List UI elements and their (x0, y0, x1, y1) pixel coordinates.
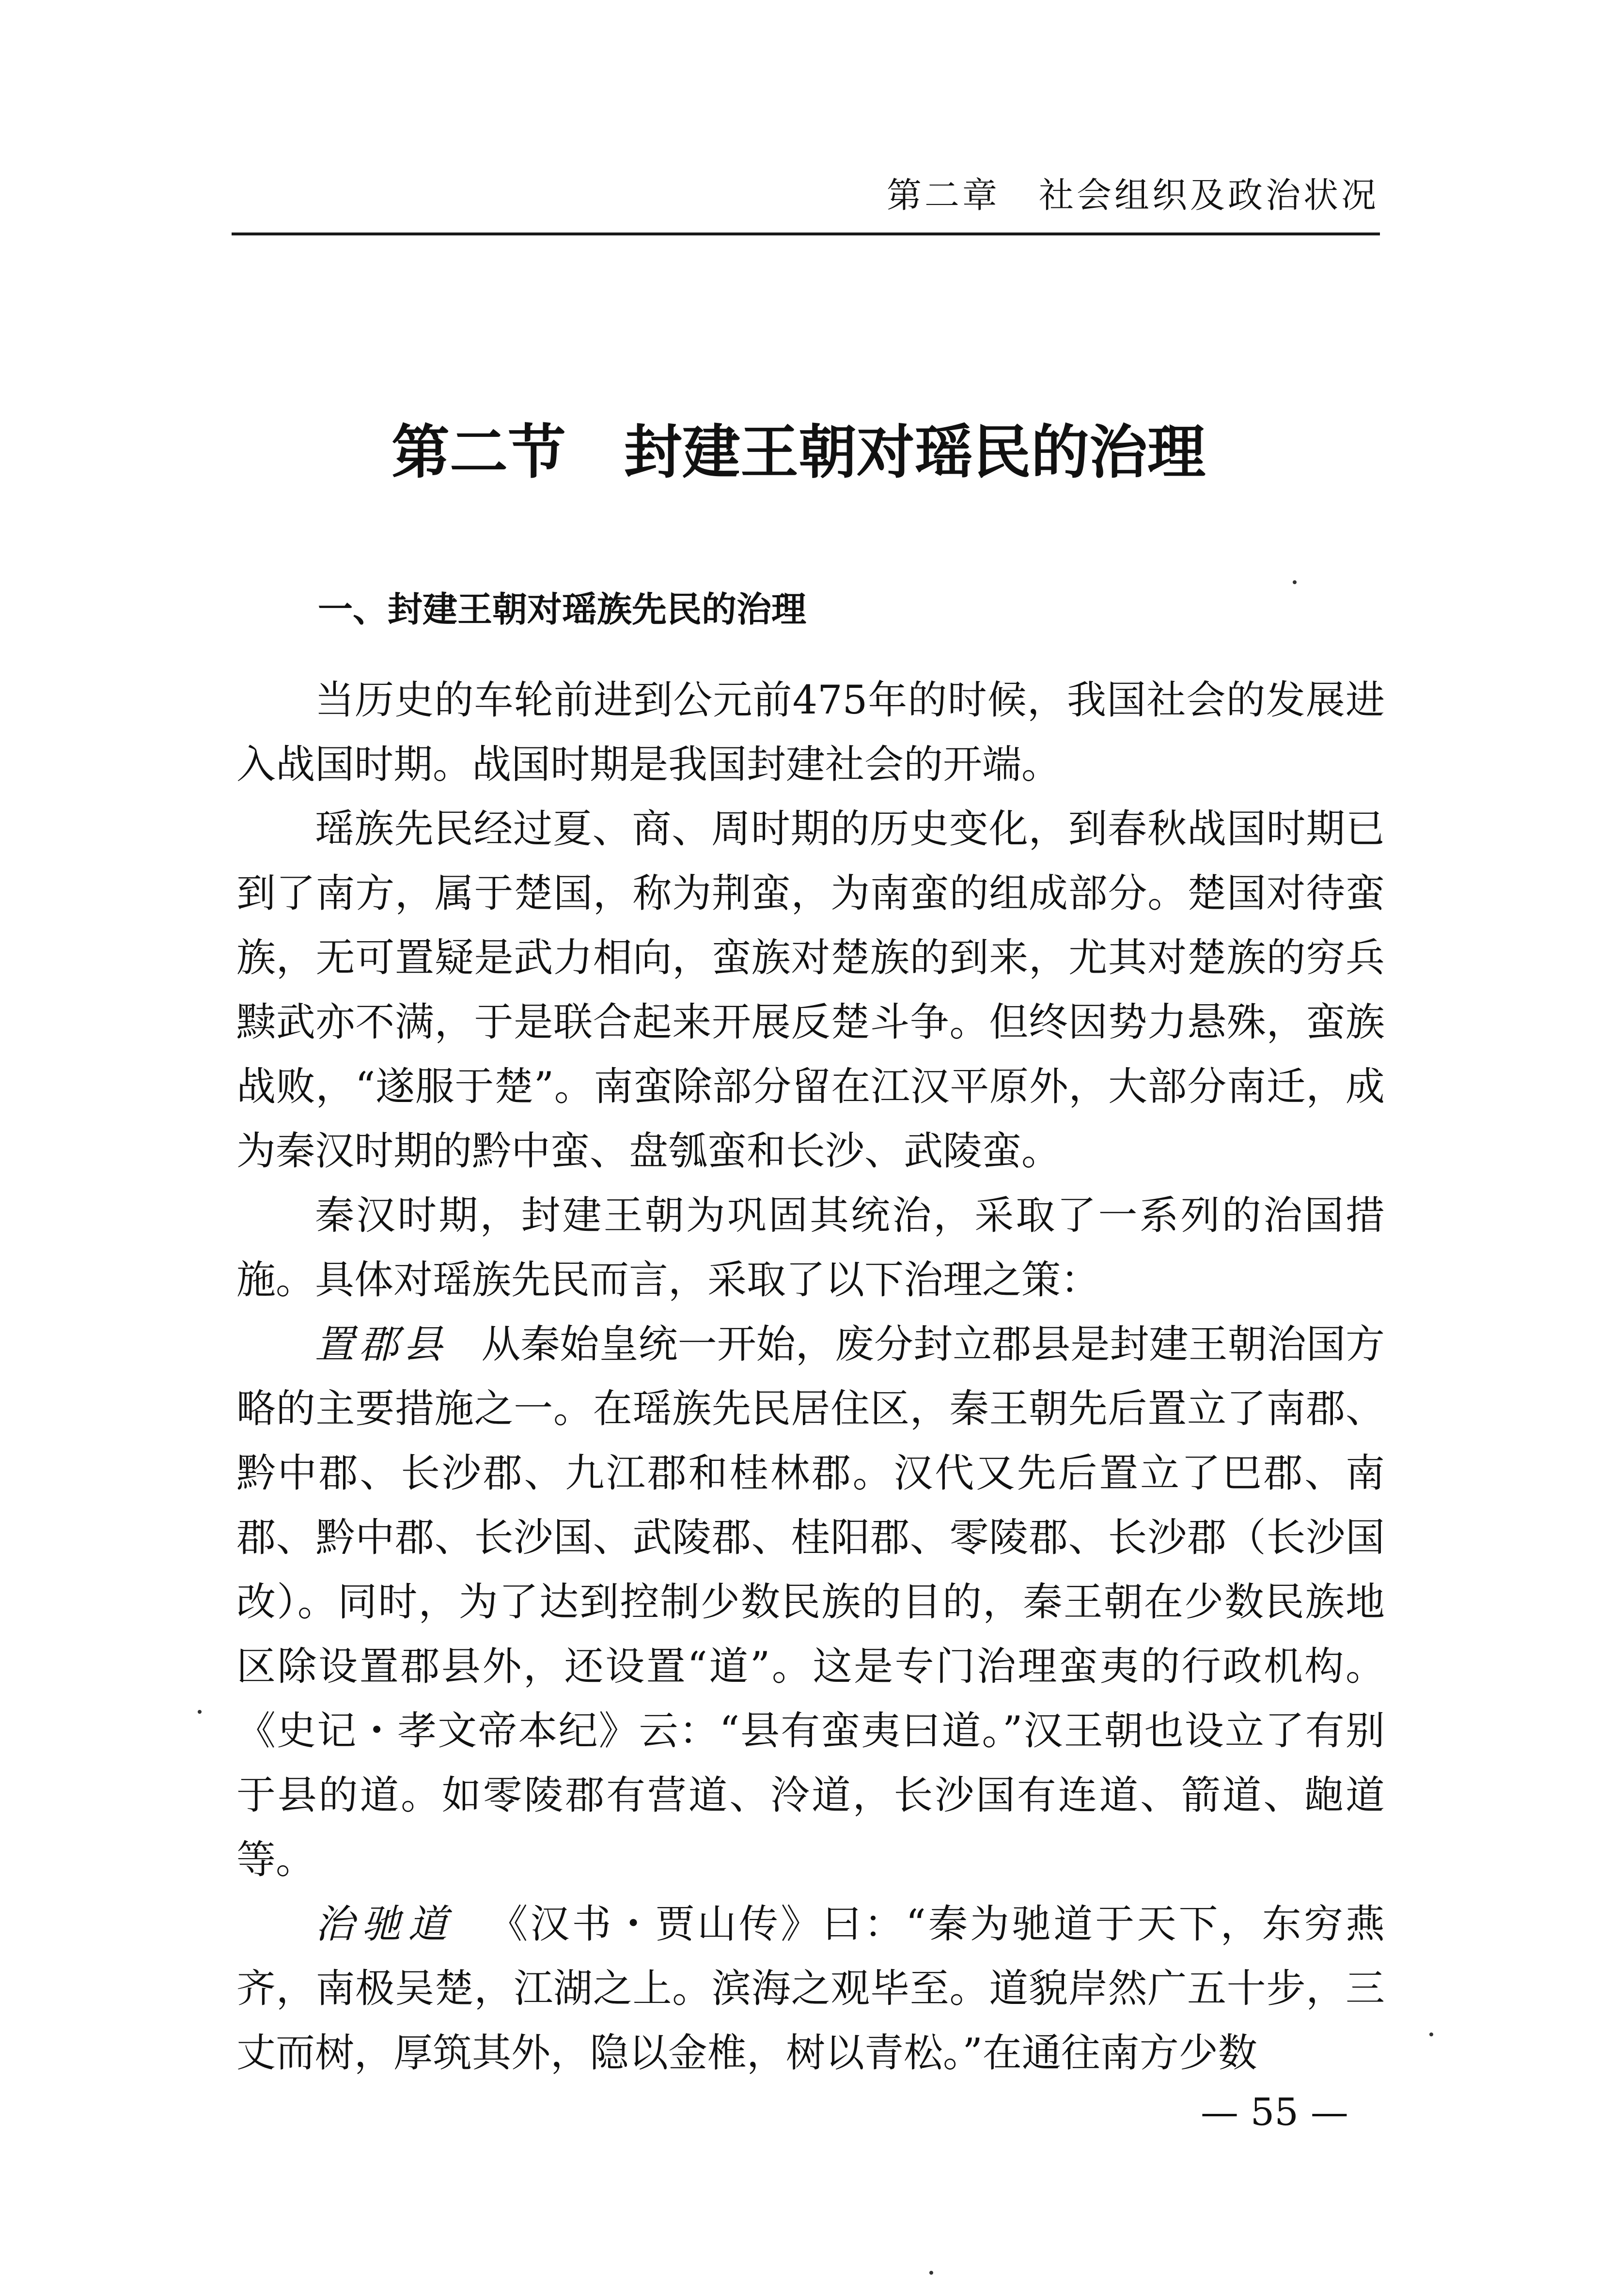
section-number: 第二节 (391, 419, 566, 486)
paragraph-text: 从秦始皇统一开始，废分封立郡县是封建王朝治国方略的主要措施之一。在瑶族先民居住区，秦王朝先后置立了南郡、黔中郡、长沙郡、九江郡和桂林郡。汉代又先后置立了巴郡、南郡、黔中郡、长沙国、武陵郡、桂阳郡、零陵郡、长沙郡（长沙国改）。同时，为了达到控制少数民族的目的，秦王朝在少数民族地区除设置郡县外，还设置“道”。这是专门治理蛮夷的行政机构。《史记・孝文帝本纪》云：“县有蛮夷曰道。”汉王朝也设立了有别于县的道。如零陵郡有营道、泠道，长沙国有连道、箭道、龅道等。 (236, 1322, 1385, 1883)
paragraph-5 (236, 1893, 1385, 2086)
paragraph-text: 秦汉时期，封建王朝为巩固其统治，采取了一系列的治国措施。具体对瑶族先民而言，采取了以下治理之策： (236, 1193, 1385, 1303)
scan-speck (1293, 580, 1297, 584)
running-head (887, 167, 1379, 217)
paragraph-4 (236, 1313, 1385, 1893)
running-head-chapter: 第二章 (886, 175, 1000, 216)
section-title (0, 406, 1597, 489)
header-rule (232, 233, 1380, 235)
running-head-title: 社会组织及政治状况 (1038, 175, 1379, 216)
paragraph-lead-term: 置郡县 (315, 1322, 448, 1367)
scan-speck (929, 2271, 933, 2275)
paragraph-3 (236, 1184, 1385, 1313)
scan-speck (1429, 2032, 1433, 2036)
paragraph-2 (236, 797, 1385, 1184)
paragraph-text: 《汉书・贾山传》曰：“秦为驰道于天下，东穷燕齐，南极吴楚，江湖之上。滨海之观毕至。道貌岸然广五十步，三丈而树，厚筑其外，隐以金椎，树以青松。”在通往南方少数 (236, 1902, 1385, 2076)
paragraph-text: 当历史的车轮前进到公元前475年的时候，我国社会的发展进入战国时期。战国时期是我国封建社会的开端。 (236, 678, 1385, 788)
page-number: — 55 — (1201, 2091, 1348, 2134)
subsection-heading: 一、封建王朝对瑶族先民的治理 (318, 589, 807, 630)
paragraph-text: 瑶族先民经过夏、商、周时期的历史变化，到春秋战国时期已到了南方，属于楚国，称为荆蛮，为南蛮的组成部分。楚国对待蛮族，无可置疑是武力相向，蛮族对楚族的到来，尤其对楚族的穷兵黩武亦不满，于是联合起来开展反楚斗争。但终因势力悬殊，蛮族战败，“遂服于楚”。南蛮除部分留在江汉平原外，大部分南迁，成为秦汉时期的黔中蛮、盘瓠蛮和长沙、武陵蛮。 (236, 807, 1385, 1174)
paragraph-lead-term: 治驰道 (315, 1902, 455, 1947)
scan-speck (198, 1710, 202, 1714)
body-text (236, 668, 1385, 2086)
paragraph-1 (236, 668, 1385, 797)
section-title-text: 封建王朝对瑶民的治理 (624, 419, 1206, 486)
